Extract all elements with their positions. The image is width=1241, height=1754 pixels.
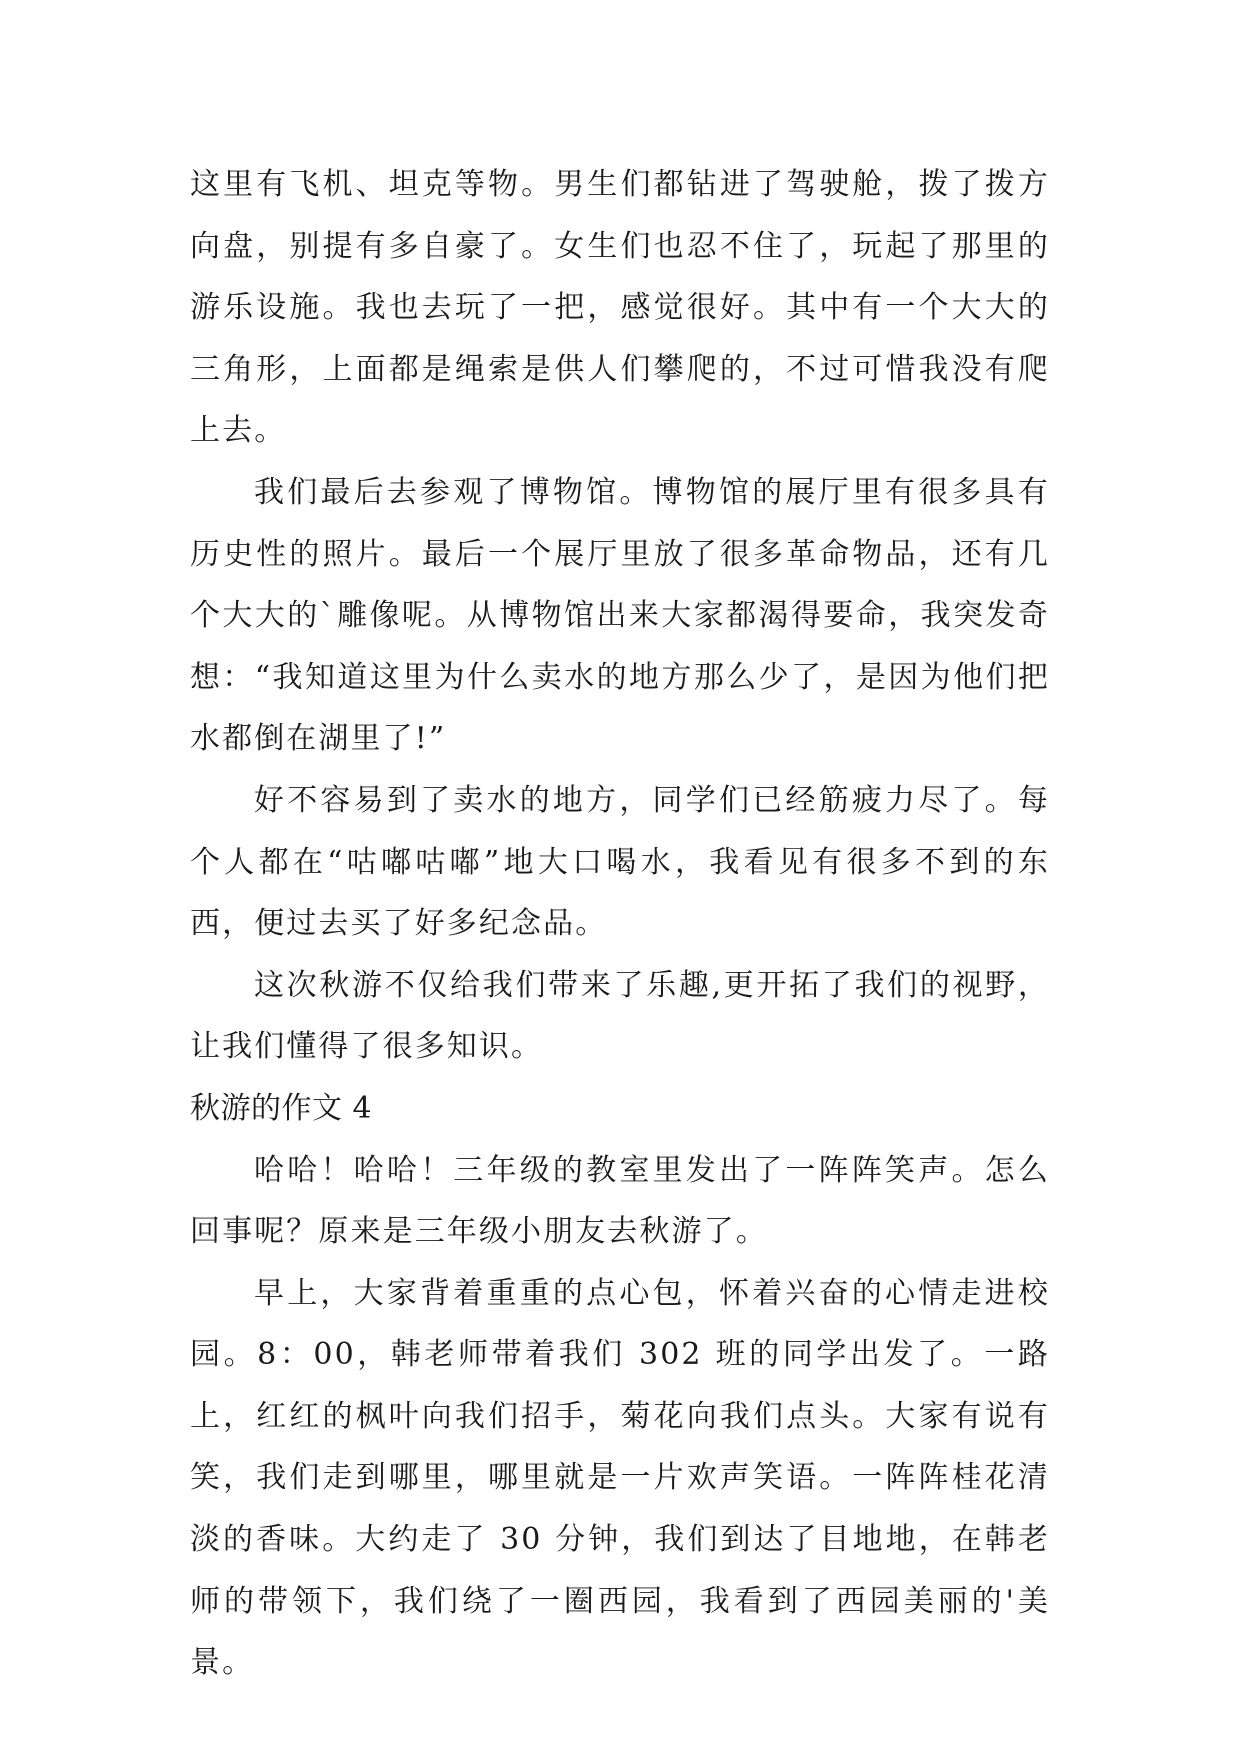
- paragraph: 好不容易到了卖水的地方，同学们已经筋疲力尽了。每个人都在“咕嘟咕嘟”地大口喝水，我看见有很多不到的东西，便过去买了好多纪念品。: [190, 782, 1050, 942]
- paragraph: 哈哈！哈哈！三年级的教室里发出了一阵阵笑声。怎么回事呢？原来是三年级小朋友去秋游了。: [190, 1152, 1050, 1250]
- paragraph: 这次秋游不仅给我们带来了乐趣,更开拓了我们的视野，让我们懂得了很多知识。: [190, 967, 1050, 1065]
- paragraph: 这里有飞机、坦克等物。男生们都钻进了驾驶舱，拨了拨方向盘，别提有多自豪了。女生们也忍不住了，玩起了那里的游乐设施。我也去玩了一把，感觉很好。其中有一个大大的三角形，上面都是绳索是供人们攀爬的，不过可惜我没有爬上去。: [190, 167, 1050, 449]
- section-heading: 秋游的作文 4: [190, 1090, 373, 1126]
- document-body: [190, 154, 1050, 1694]
- paragraph: 我们最后去参观了博物馆。博物馆的展厅里有很多具有历史性的照片。最后一个展厅里放了很多革命物品，还有几个大大的`雕像呢。从博物馆出来大家都渴得要命，我突发奇想：“我知道这里为什么卖水的地方那么少了，是因为他们把水都倒在湖里了!”: [190, 474, 1050, 757]
- paragraph: 早上，大家背着重重的点心包，怀着兴奋的心情走进校园。8：00，韩老师带着我们 302 班的同学出发了。一路上，红红的枫叶向我们招手，菊花向我们点头。大家有说有笑，我们走到哪里，哪里就是一片欢声笑语。一阵阵桂花清淡的香味。大约走了 30 分钟，我们到达了目地地，在韩老师的带领下，我们绕了一圈西园，我看到了西园美丽的'美景。: [190, 1275, 1050, 1681]
